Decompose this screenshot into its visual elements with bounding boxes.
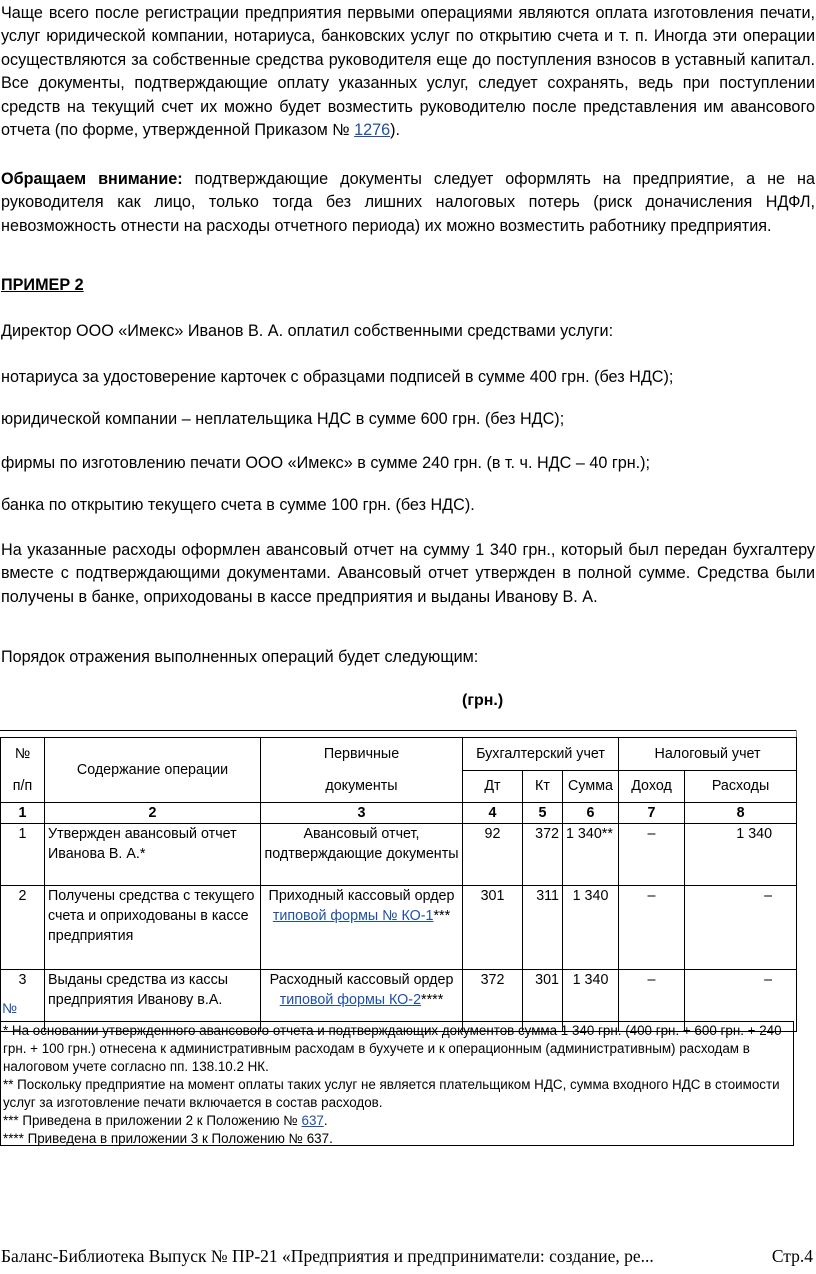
footer-title: Баланс-Библиотека Выпуск № ПР-21 «Предприятия и предприниматели: создание, ре... [1,1246,654,1266]
row-number: 2 [1,886,45,970]
row-content: Утвержден авансовый отчет Иванова В. А.* [45,824,261,886]
page-footer [1,1246,815,1267]
row-content: Получены средства с текущего счета и оприходованы в кассе предприятия [45,886,261,970]
row-document: Авансовый отчет, подтверждающие документы [261,824,463,886]
row-document: Приходный кассовый ордер типовой формы № КО-1*** [261,886,463,970]
header-content: Содержание операции [45,738,261,803]
row-content: Выданы средства из кассы предприятия Иванову в.А. [45,970,261,1032]
col-num-4: 4 [463,803,523,824]
row-dt: 372 [463,970,523,1032]
table-row [1,824,797,886]
service-notary: нотариуса за удостоверение карточек с образцами подписей в сумме 400 грн. (без НДС); [1,368,674,386]
row-expenses: 1 340 [685,824,797,886]
form-ko2-link[interactable]: типовой формы КО-2 [279,992,422,1008]
row-kt: 301 [523,970,563,1032]
header-expenses: Расходы [685,770,797,803]
row-number: 3 [1,970,45,1032]
footnote-2: ** Поскольку предприятие на момент оплаты таких услуг не является плательщиком НДС, сумма входного НДС в стоимости услуг за изготовление печати включается в состав расходов. [3,1077,780,1110]
row-kt: 311 [523,886,563,970]
header-sum: Сумма [563,770,619,803]
service-bank: банка по открытию текущего счета в сумме 100 грн. (без НДС). [1,496,475,514]
col-num-7: 7 [619,803,685,824]
order-1276-link[interactable]: 1276 [354,121,391,140]
intro-paragraph [1,2,815,142]
intro-text: Чаще всего после регистрации предприятия первыми операциями являются оплата изготовления печати, услуг юридической компании, нотариуса, банковских услуг по открытию счета и т. п. Иногда эти операции осуществляются за собственные средства руководителя еще до поступления взносов в уставный капитал. Все документы, подтверждающие оплату указанных услуг, следует сохранять, ведь при поступлении средств на текущий счет их можно будет возместить руководителю после представления им авансового отчета (по форме, утвержденной Приказом № [1,4,815,140]
header-income: Доход [619,770,685,803]
header-kt: Кт [523,770,563,803]
col-num-8: 8 [685,803,797,824]
row-sum: 1 340 [563,886,619,970]
director-paragraph: Директор ООО «Имекс» Иванов В. А. оплатил собственными средствами услуги: [1,322,614,340]
footnote-3: *** Приведена в приложении 2 к Положению № 637. [3,1113,328,1128]
row-expenses: – [685,886,797,970]
column-number-row [1,803,797,824]
advance-report-paragraph: На указанные расходы оформлен авансовый отчет на сумму 1 340 грн., который был передан бухгалтеру вместе с подтверждающими документами. Авансовый отчет утвержден в полной сумме. Средства были получены в банке, оприходованы в кассе предприятия и выданы Иванову В. А. [1,541,815,606]
row-expenses: – [685,970,797,1032]
header-dt: Дт [463,770,523,803]
attention-text: подтверждающие документы следует оформлять на предприятие, а не на руководителя как лицо, только тогда без лишних налоговых потерь (риск доначисления НДФЛ, невозможность отнести на расходы отчетного периода) их можно возместить работнику предприятия. [1,170,815,235]
row-dt: 301 [463,886,523,970]
col-num-2: 2 [45,803,261,824]
row-income: – [619,824,685,886]
table-row [1,886,797,970]
col-num-1: 1 [1,803,45,824]
header-tax: Налоговый учет [619,738,797,771]
row-number: 1 [1,824,45,886]
unit-label: (грн.) [462,692,504,709]
operations-table [0,737,797,1032]
row-sum: 1 340** [563,824,619,886]
table-header-row-1 [1,738,797,771]
procedure-paragraph: Порядок отражения выполненных операций будет следующим: [1,648,479,666]
row-dt: 92 [463,824,523,886]
header-accounting: Бухгалтерский учет [463,738,619,771]
footnote-4: **** Приведена в приложении 3 к Положению № 637. [3,1131,333,1146]
example-heading: ПРИМЕР 2 [1,276,84,294]
regulation-637-link[interactable]: 637 [301,1113,324,1128]
row-sum: 1 340 [563,970,619,1032]
stray-number-sign: № [2,1000,18,1016]
attention-paragraph [1,168,815,238]
row-income: – [619,886,685,970]
footnote-1: * На основании утвержденного авансового отчета и подтверждающих документов сумма 1 340 грн. (400 грн. + 600 грн. + 240 грн. + 100 грн.) отнесена к административным расходам в бухучете и к операционным (административным) расходам в налоговом учете согласно пп. 138.10.2 НК. [3,1023,782,1074]
header-number: № п/п [1,738,45,803]
header-documents: Первичные документы [261,738,463,803]
page-number: Стр.4 [771,1246,813,1266]
attention-label: Обращаем внимание: [1,170,183,188]
footnotes-box [0,1021,794,1146]
intro-text-end: ). [390,121,401,140]
col-num-6: 6 [563,803,619,824]
row-document: Расходный кассовый ордер типовой формы КО-2**** [261,970,463,1032]
row-income: – [619,970,685,1032]
form-ko1-link[interactable]: типовой формы № КО-1 [272,908,434,924]
col-num-5: 5 [523,803,563,824]
col-num-3: 3 [261,803,463,824]
service-legal: юридической компании – неплательщика НДС в сумме 600 грн. (без НДС); [1,410,565,428]
row-kt: 372 [523,824,563,886]
service-seal: фирмы по изготовлению печати ООО «Имекс» в сумме 240 грн. (в т. ч. НДС – 40 грн.); [1,454,651,472]
